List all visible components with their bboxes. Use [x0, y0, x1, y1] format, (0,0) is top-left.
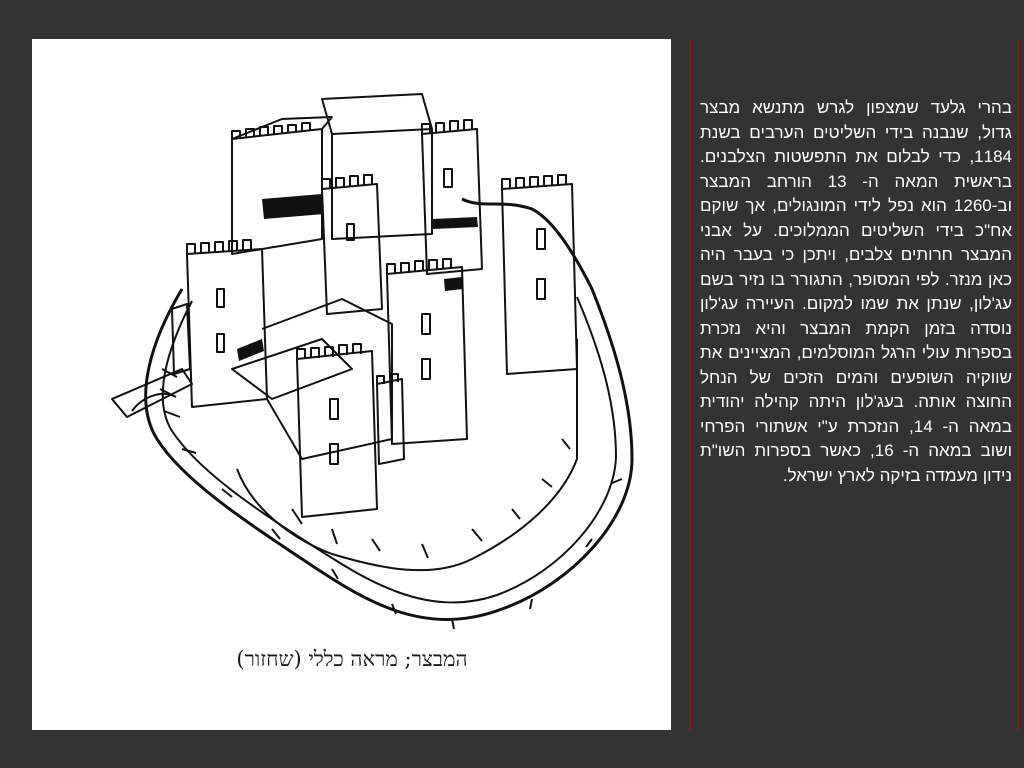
castle-illustration: [32, 39, 671, 730]
divider-line-left: [689, 39, 691, 730]
castle-drawing: [32, 39, 671, 730]
figure-caption: המבצר; מראה כללי (שחזור): [236, 647, 468, 671]
body-paragraph: בהרי גלעד שמצפון לגרש מתנשא מבצר גדול, שנבנה בידי השליטים הערבים בשנת 1184, כדי לבלום את התפשטות הצלבנים. בראשית המאה ה- 13 הורחב המבצר וב-1260 הוא נפל לידי המונגולים, אך שוקם אח"כ בידי השליטים הממלוכים. על אבני המבצר חרותים צלבים, ויתכן כי בעבר היה כאן מנזר. לפי המסופר, התגורר בו נזיר בשם עג'לון, שנתן את שמו למקום. העיירה עג'לון נוסדה בזמן הקמת המבצר והיא נזכרת בספרות עולי הרגל המוסלמים, המציינים את שווקיה השופעים והמים הזכים של הנחל החוצה אותה. בעג'לון היתה קהילה יהודית במאה ה- 14, הנזכרת ע"י אשתורי הפרחי ושוב במאה ה- 16, כאשר בספרות השו"ת נידון מעמדה בזיקה לארץ ישראל.: [700, 98, 1012, 485]
divider-line-right: [1017, 39, 1019, 730]
